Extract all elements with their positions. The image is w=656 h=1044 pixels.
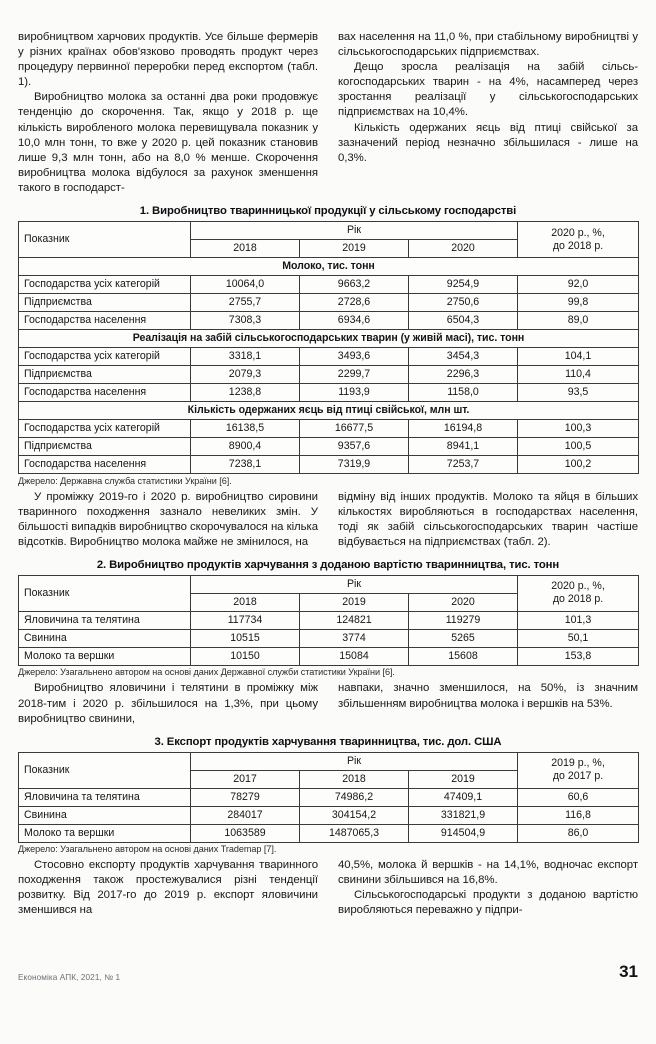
paragraph: У проміжку 2019-го і 2020 р. виробництво сировини тваринного походження зазнало невеликих змін. У більшості випадків виробництво скорочувалося на кілька відсотків. Виробництво молока майже не змінилося, на: [18, 490, 318, 548]
table-3-body: [19, 788, 639, 842]
table-header-row: [19, 575, 639, 593]
cell-value: 7253,7: [409, 456, 518, 474]
cell-value: 914504,9: [409, 824, 518, 842]
row-label: Господарства населення: [19, 312, 191, 330]
row-label: Яловичина та телятина: [19, 611, 191, 629]
table-1-title: 1. Виробництво тваринницької продукції у сільському господарстві: [139, 205, 517, 218]
cell-value: 47409,1: [409, 788, 518, 806]
table-row: [19, 276, 639, 294]
table-section-header: [19, 330, 639, 348]
text-column-left: [18, 858, 318, 918]
cell-value: 99,8: [518, 294, 639, 312]
cell-value: 6934,6: [300, 312, 409, 330]
th-indicator: Показник: [19, 222, 191, 258]
table-row: [19, 420, 639, 438]
cell-value: 284017: [191, 806, 300, 824]
text-column-left: [18, 30, 318, 196]
th-year: 2018: [191, 593, 300, 611]
cell-value: 92,0: [518, 276, 639, 294]
th-indicator: Показник: [19, 575, 191, 611]
cell-value: 124821: [300, 611, 409, 629]
footer-journal-info: Економіка АПК, 2021, № 1: [18, 973, 121, 982]
table-row: [19, 438, 639, 456]
th-indicator: Показник: [19, 752, 191, 788]
th-year: 2020: [409, 593, 518, 611]
cell-value: 60,6: [518, 788, 639, 806]
table-2-title: 2. Виробництво продуктів харчування з доданою вартістю тваринництва, тис. тонн: [96, 558, 560, 571]
table-3-title: 3. Експорт продуктів харчування тваринництва, тис. дол. США: [154, 735, 502, 748]
text-column-left: [18, 490, 318, 550]
cell-value: 100,5: [518, 438, 639, 456]
row-label: Свинина: [19, 806, 191, 824]
table-3: [18, 752, 639, 843]
cell-value: 119279: [409, 611, 518, 629]
cell-value: 100,2: [518, 456, 639, 474]
cell-value: 117734: [191, 611, 300, 629]
cell-value: 153,8: [518, 647, 639, 665]
table-header-row: [19, 752, 639, 770]
cell-value: 1063589: [191, 824, 300, 842]
table-row: [19, 629, 639, 647]
text-block-mid: [18, 490, 638, 550]
cell-value: 2296,3: [409, 366, 518, 384]
th-year: 2019: [409, 770, 518, 788]
text-column-right: [338, 858, 638, 918]
cell-value: 8900,4: [191, 438, 300, 456]
cell-value: 2079,3: [191, 366, 300, 384]
table-section-header: [19, 258, 639, 276]
row-label: Яловичина та телятина: [19, 788, 191, 806]
cell-value: 50,1: [518, 629, 639, 647]
th-ratio-line1: 2020 р., %,: [551, 580, 605, 593]
table-row: [19, 312, 639, 330]
th-year-group: Рік: [191, 222, 518, 240]
table-2-head: [19, 575, 639, 611]
cell-value: 15084: [300, 647, 409, 665]
cell-value: 3774: [300, 629, 409, 647]
th-ratio-line2: до 2018 р.: [552, 593, 604, 606]
cell-value: 15608: [409, 647, 518, 665]
cell-value: 5265: [409, 629, 518, 647]
row-label: Підприємства: [19, 438, 191, 456]
row-label: Господарства усіх категорій: [19, 276, 191, 294]
table-3-source: Джерело: Узагальнено автором на основі даних Trademap [7].: [18, 844, 277, 855]
page-content: [18, 30, 638, 919]
cell-value: 6504,3: [409, 312, 518, 330]
cell-value: 1193,9: [300, 384, 409, 402]
table-3-head: [19, 752, 639, 788]
table-row: [19, 806, 639, 824]
paragraph: Сільськогосподарські продукти з доданою вартістю виробляються переважно у підпри-: [338, 889, 638, 917]
cell-value: 331821,9: [409, 806, 518, 824]
table-1-source: Джерело: Державна служба статистики України [6].: [18, 475, 232, 486]
cell-value: 3493,6: [300, 348, 409, 366]
table-section-header: [19, 402, 639, 420]
cell-value: 2299,7: [300, 366, 409, 384]
table-row: [19, 611, 639, 629]
cell-value: 74986,2: [300, 788, 409, 806]
th-year: 2017: [191, 770, 300, 788]
row-label: Молоко та вершки: [19, 647, 191, 665]
th-ratio-line1: 2019 р., %,: [551, 757, 605, 770]
th-ratio: [518, 752, 639, 788]
text-column-right: [338, 30, 638, 196]
table-row: [19, 788, 639, 806]
row-label: Молоко та вершки: [19, 824, 191, 842]
th-ratio: [518, 222, 639, 258]
table-row: [19, 348, 639, 366]
section-title: Кількість одержаних яєць від птиці свійської, млн шт.: [19, 402, 639, 420]
cell-value: 1487065,3: [300, 824, 409, 842]
cell-value: 101,3: [518, 611, 639, 629]
cell-value: 100,3: [518, 420, 639, 438]
cell-value: 16194,8: [409, 420, 518, 438]
cell-value: 304154,2: [300, 806, 409, 824]
cell-value: 3454,3: [409, 348, 518, 366]
page-number: 31: [619, 962, 638, 981]
th-year: 2019: [300, 593, 409, 611]
section-title: Молоко, тис. тонн: [19, 258, 639, 276]
cell-value: 116,8: [518, 806, 639, 824]
table-1-block: [18, 205, 638, 486]
row-label: Господарства населення: [19, 384, 191, 402]
table-1-body: [19, 258, 639, 474]
paragraph: відміну від інших продуктів. Молоко та яйця в більших кількостях виробляються в господарствах населення, тоді як забій сільськогосподарських тварин частіше відбувається на підприємствах (табл. 2).: [338, 490, 638, 548]
text-column-right: [338, 490, 638, 550]
th-year: 2019: [300, 240, 409, 258]
table-3-block: [18, 736, 638, 855]
text-column-left: [18, 681, 318, 726]
page-footer: [18, 962, 638, 982]
cell-value: 7308,3: [191, 312, 300, 330]
paragraph: навпаки, значно зменшилося, на 50%, із значним збільшенням виробництва молока і вершків на 53%.: [338, 682, 638, 710]
cell-value: 8941,1: [409, 438, 518, 456]
row-label: Господарства усіх категорій: [19, 348, 191, 366]
table-2-block: [18, 559, 638, 678]
th-year: 2018: [300, 770, 409, 788]
table-header-row: [19, 222, 639, 240]
text-block-bottom: [18, 858, 638, 918]
table-row: [19, 824, 639, 842]
th-year-group: Рік: [191, 752, 518, 770]
paragraph: виробництвом харчових продуктів. Усе більше фермерів у різних країнах обов'язково проводять продукт через процедуру первинної переробки перед експортом (табл. 1).: [18, 31, 318, 89]
cell-value: 7319,9: [300, 456, 409, 474]
row-label: Господарства усіх категорій: [19, 420, 191, 438]
th-year: 2020: [409, 240, 518, 258]
th-ratio-line2: до 2018 р.: [552, 239, 604, 252]
cell-value: 89,0: [518, 312, 639, 330]
th-ratio: [518, 575, 639, 611]
cell-value: 1238,8: [191, 384, 300, 402]
table-2-source: Джерело: Узагальнено автором на основі даних Державної служби статистики України [6].: [18, 667, 395, 678]
cell-value: 10064,0: [191, 276, 300, 294]
cell-value: 93,5: [518, 384, 639, 402]
th-ratio-line1: 2020 р., %,: [551, 226, 605, 239]
cell-value: 2750,6: [409, 294, 518, 312]
paragraph: Стосовно експорту продуктів харчування тваринного походження також простежувалися різні тенденції розвитку. Від 2017-го до 2019 р. експорт яловичини зменшився на: [18, 859, 318, 917]
paragraph: Дещо зросла реалізація на забій сільськогосподарських тварин - на 4%, насамперед через зростання реалізації у сільськогосподарських підприємствах на 10,4%.: [338, 61, 638, 119]
paragraph: Виробництво яловичини і телятини в проміжку між 2018-тим і 2020 р. збільшилося на 1,3%, при цьому виробництво свинини,: [18, 682, 318, 725]
table-1: [18, 221, 639, 474]
cell-value: 2755,7: [191, 294, 300, 312]
paragraph: 40,5%, молока й вершків - на 14,1%, водночас експорт свинини збільшився на 16,8%.: [338, 859, 638, 887]
cell-value: 104,1: [518, 348, 639, 366]
table-row: [19, 294, 639, 312]
cell-value: 1158,0: [409, 384, 518, 402]
row-label: Підприємства: [19, 366, 191, 384]
cell-value: 16138,5: [191, 420, 300, 438]
text-block-top: [18, 30, 638, 196]
cell-value: 9663,2: [300, 276, 409, 294]
row-label: Підприємства: [19, 294, 191, 312]
th-year-group: Рік: [191, 575, 518, 593]
paragraph: Кількість одержаних яєць від птиці свійської за зазначений період незначно збільшилася - лише на 0,3%.: [338, 121, 638, 164]
cell-value: 2728,6: [300, 294, 409, 312]
cell-value: 110,4: [518, 366, 639, 384]
table-2: [18, 575, 639, 666]
cell-value: 9357,6: [300, 438, 409, 456]
row-label: Свинина: [19, 629, 191, 647]
text-block-mid-2: [18, 681, 638, 726]
section-title: Реалізація на забій сільськогосподарських тварин (у живій масі), тис. тонн: [19, 330, 639, 348]
th-year: 2018: [191, 240, 300, 258]
th-ratio-line2: до 2017 р.: [552, 770, 604, 783]
cell-value: 7238,1: [191, 456, 300, 474]
cell-value: 86,0: [518, 824, 639, 842]
table-1-head: [19, 222, 639, 258]
paragraph: Виробництво молока за останні два роки продовжує тенденцію до скорочення. Так, якщо у 2018 р. ще кількість виробленого молока перевищувала показник у 10,0 млн тонн, то вже у 2020 р. цей показник становив лише 9,3 млн тонн, або на 8,0 % менше. Скорочення виробництва молока відбулося за рахунок зменшення такого в господарст-: [18, 91, 318, 194]
row-label: Господарства населення: [19, 456, 191, 474]
table-row: [19, 456, 639, 474]
table-row: [19, 647, 639, 665]
cell-value: 10150: [191, 647, 300, 665]
cell-value: 78279: [191, 788, 300, 806]
table-row: [19, 366, 639, 384]
cell-value: 10515: [191, 629, 300, 647]
text-column-right: [338, 681, 638, 726]
table-2-body: [19, 611, 639, 665]
paragraph: вах населення на 11,0 %, при стабільному виробництві у сільськогосподарських підприємствах.: [338, 31, 638, 59]
table-row: [19, 384, 639, 402]
cell-value: 3318,1: [191, 348, 300, 366]
cell-value: 16677,5: [300, 420, 409, 438]
cell-value: 9254,9: [409, 276, 518, 294]
